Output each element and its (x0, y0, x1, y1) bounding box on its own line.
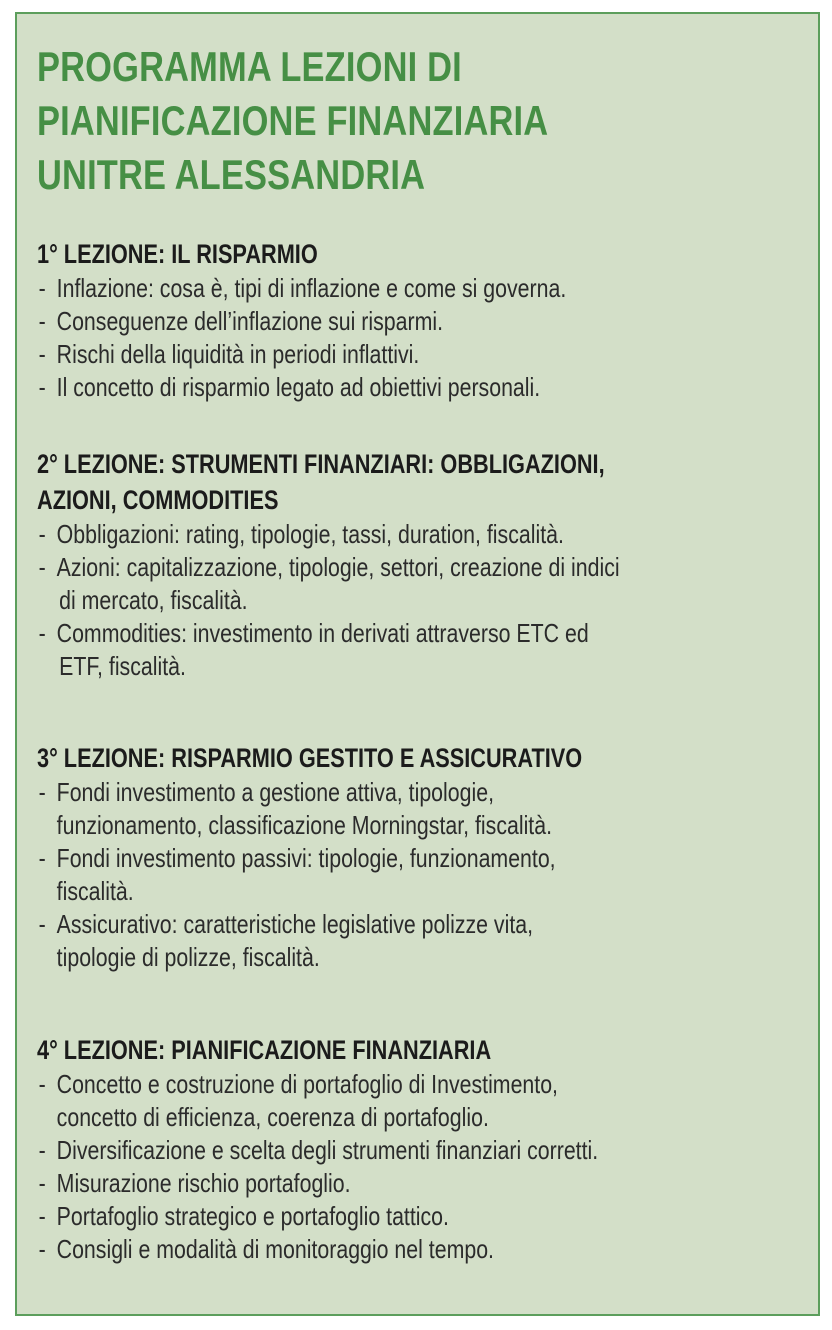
bullet-dash: - (38, 1234, 46, 1264)
lesson-section-3 (37, 740, 808, 974)
list-item (37, 617, 808, 683)
title-line: UNITRE ALESSANDRIA (37, 151, 426, 198)
list-item (37, 842, 808, 908)
list-item (37, 518, 808, 551)
item-text: Conseguenze dell’inflazione sui risparmi. (56, 306, 444, 336)
lesson-topics (37, 272, 808, 404)
heading-line: 2° LEZIONE: STRUMENTI FINANZIARI: OBBLIGAZIONI, (37, 449, 605, 479)
heading-line: 3° LEZIONE: RISPARMIO GESTITO E ASSICURATIVO (37, 743, 583, 773)
lesson-section-2 (37, 446, 808, 683)
list-item (37, 1200, 808, 1233)
lesson-heading (37, 740, 808, 776)
list-item (37, 1068, 808, 1134)
heading-line: 4° LEZIONE: PIANIFICAZIONE FINANZIARIA (37, 1035, 492, 1065)
lesson-topics (37, 1068, 808, 1266)
bullet-dash: - (38, 1201, 46, 1231)
bullet-dash: - (38, 618, 46, 648)
item-text: Obbligazioni: rating, tipologie, tassi, duration, fiscalità. (56, 519, 564, 549)
item-text-continued: funzionamento, classificazione Morningstar, fiscalità. (56, 810, 553, 840)
bullet-dash: - (38, 306, 46, 336)
item-text: Fondi investimento passivi: tipologie, funzionamento, (56, 843, 556, 873)
bullet-dash: - (38, 843, 46, 873)
lesson-section-1 (37, 236, 808, 404)
bullet-dash: - (38, 1069, 46, 1099)
item-text: Concetto e costruzione di portafoglio di Investimento, (56, 1069, 558, 1099)
item-text: Inflazione: cosa è, tipi di inflazione e come si governa. (56, 273, 567, 303)
item-text: Portafoglio strategico e portafoglio tattico. (56, 1201, 449, 1231)
lesson-heading (37, 446, 808, 518)
bullet-dash: - (38, 909, 46, 939)
list-item (37, 371, 808, 404)
item-text-continued: ETF, fiscalità. (59, 651, 186, 681)
heading-line: 1° LEZIONE: IL RISPARMIO (37, 239, 318, 269)
item-text-continued: tipologie di polizze, fiscalità. (56, 942, 320, 972)
lesson-heading (37, 1032, 808, 1068)
bullet-dash: - (38, 552, 46, 582)
bullet-dash: - (38, 372, 46, 402)
list-item (37, 1233, 808, 1266)
lesson-heading (37, 236, 808, 272)
bullet-dash: - (38, 519, 46, 549)
list-item (37, 305, 808, 338)
lesson-topics (37, 776, 808, 974)
item-text: Il concetto di risparmio legato ad obiettivi personali. (56, 372, 541, 402)
item-text: Misurazione rischio portafoglio. (56, 1168, 351, 1198)
list-item (37, 908, 808, 974)
bullet-dash: - (38, 1168, 46, 1198)
list-item (37, 1134, 808, 1167)
lesson-section-4 (37, 1032, 808, 1266)
item-text: Fondi investimento a gestione attiva, tipologie, (56, 777, 495, 807)
title-line: PIANIFICAZIONE FINANZIARIA (37, 97, 549, 144)
heading-line: AZIONI, COMMODITIES (37, 485, 279, 515)
item-text-continued: concetto di efficienza, coerenza di portafoglio. (56, 1102, 489, 1132)
bullet-dash: - (38, 777, 46, 807)
list-item (37, 776, 808, 842)
bullet-dash: - (38, 273, 46, 303)
page-title (37, 40, 548, 202)
item-text: Commodities: investimento in derivati attraverso ETC ed (56, 618, 589, 648)
item-text: Consigli e modalità di monitoraggio nel tempo. (56, 1234, 494, 1264)
item-text-continued: di mercato, fiscalità. (59, 585, 248, 615)
title-line: PROGRAMMA LEZIONI DI (37, 43, 462, 90)
item-text-continued: fiscalità. (56, 876, 134, 906)
list-item (37, 272, 808, 305)
list-item (37, 551, 808, 617)
bullet-dash: - (38, 339, 46, 369)
item-text: Assicurativo: caratteristiche legislative polizze vita, (56, 909, 534, 939)
list-item (37, 338, 808, 371)
program-card (15, 12, 820, 1316)
item-text: Azioni: capitalizzazione, tipologie, settori, creazione di indici (56, 552, 620, 582)
item-text: Rischi della liquidità in periodi inflattivi. (56, 339, 420, 369)
list-item (37, 1167, 808, 1200)
item-text: Diversificazione e scelta degli strumenti finanziari corretti. (56, 1135, 599, 1165)
bullet-dash: - (38, 1135, 46, 1165)
lesson-topics (37, 518, 808, 683)
